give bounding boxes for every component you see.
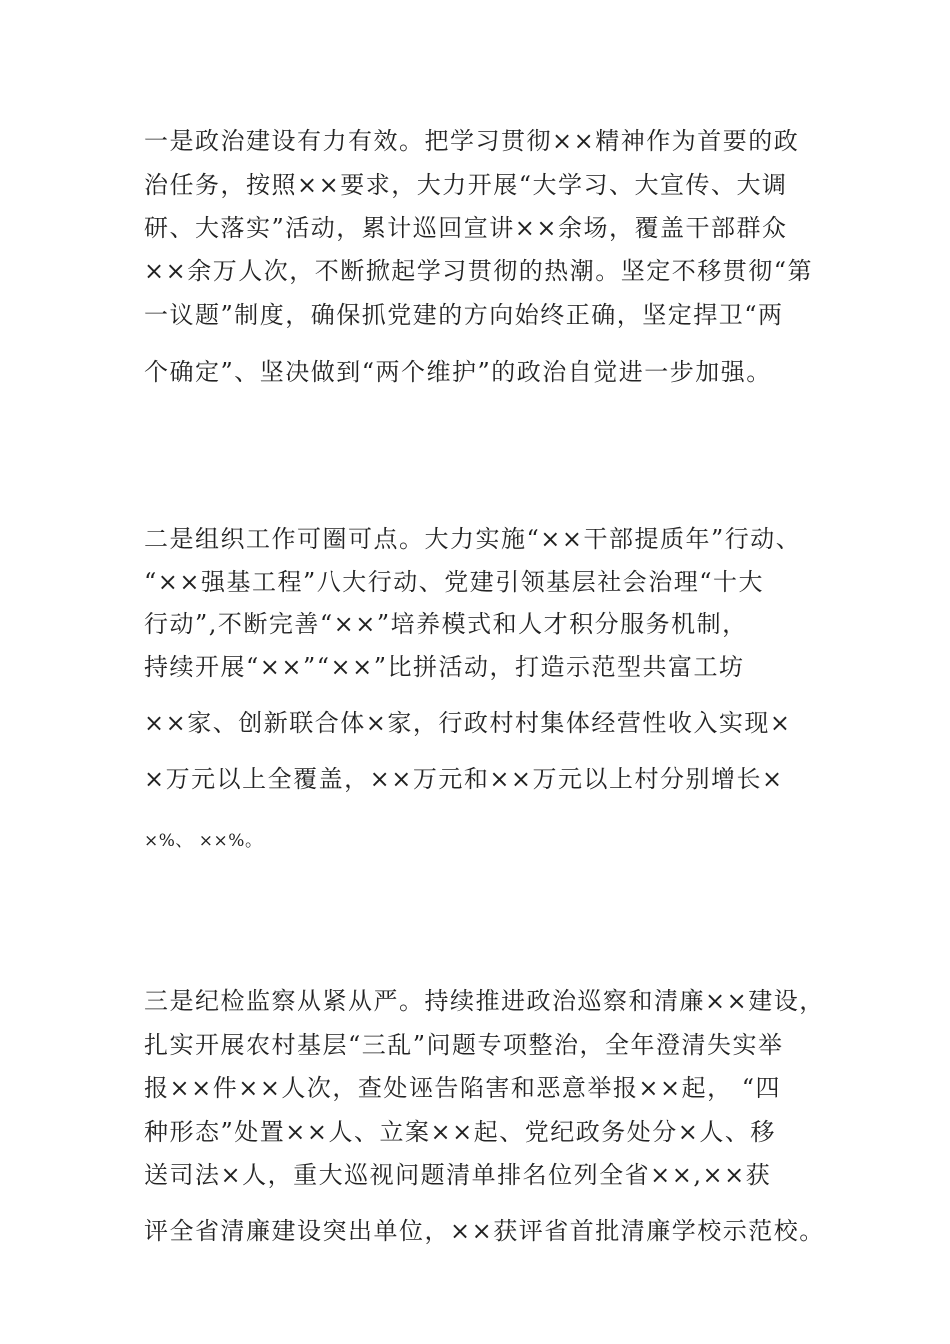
paragraph-line: ×%、 ××%。: [144, 831, 263, 851]
paragraph-line: ××家、创新联合体×家，行政村村集体经营性收入实现×: [144, 709, 792, 737]
paragraph-line: 治任务，按照××要求，大力开展“大学习、大宣传、大调: [144, 171, 788, 199]
paragraph-line: 评全省清廉建设突出单位，××获评省首批清廉学校示范校。: [144, 1217, 825, 1245]
paragraph-line: 种形态”处置××人、立案××起、党纪政务处分×人、移: [144, 1118, 776, 1146]
paragraph-line: 扎实开展农村基层“三乱”问题专项整治，全年澄清失实举: [144, 1031, 784, 1059]
paragraph-line: 报××件××人次，查处诬告陷害和恶意举报××起， “四: [144, 1074, 782, 1102]
paragraph-line: ×万元以上全覆盖，××万元和××万元以上村分别增长×: [144, 765, 784, 793]
paragraph-line: 研、大落实”活动，累计巡回宣讲××余场，覆盖干部群众: [144, 214, 788, 242]
paragraph-line: 三是纪检监察从紧从严。持续推进政治巡察和清廉××建设，: [144, 987, 825, 1015]
paragraph-line: 二是组织工作可圈可点。大力实施“××干部提质年”行动、: [144, 525, 802, 553]
paragraph-line: 送司法×人，重大巡视问题清单排名位列全省××,××获: [144, 1161, 772, 1189]
paragraph-line: 一议题”制度，确保抓党建的方向始终正确，坚定捍卫“两: [144, 301, 784, 329]
paragraph-line: 行动”,不断完善“××”培养模式和人才积分服务机制，: [144, 610, 748, 638]
paragraph-line: 持续开展“××”“××”比拼活动，打造示范型共富工坊: [144, 653, 745, 681]
paragraph-line: 一是政治建设有力有效。把学习贯彻××精神作为首要的政: [144, 127, 800, 155]
paragraph-line: “××强基工程”八大行动、党建引领基层社会治理“十大: [144, 568, 765, 596]
paragraph-line: 个确定”、坚决做到“两个维护”的政治自觉进一步加强。: [144, 358, 772, 386]
paragraph-line: ××余万人次，不断掀起学习贯彻的热潮。坚定不移贯彻“第: [144, 257, 813, 285]
